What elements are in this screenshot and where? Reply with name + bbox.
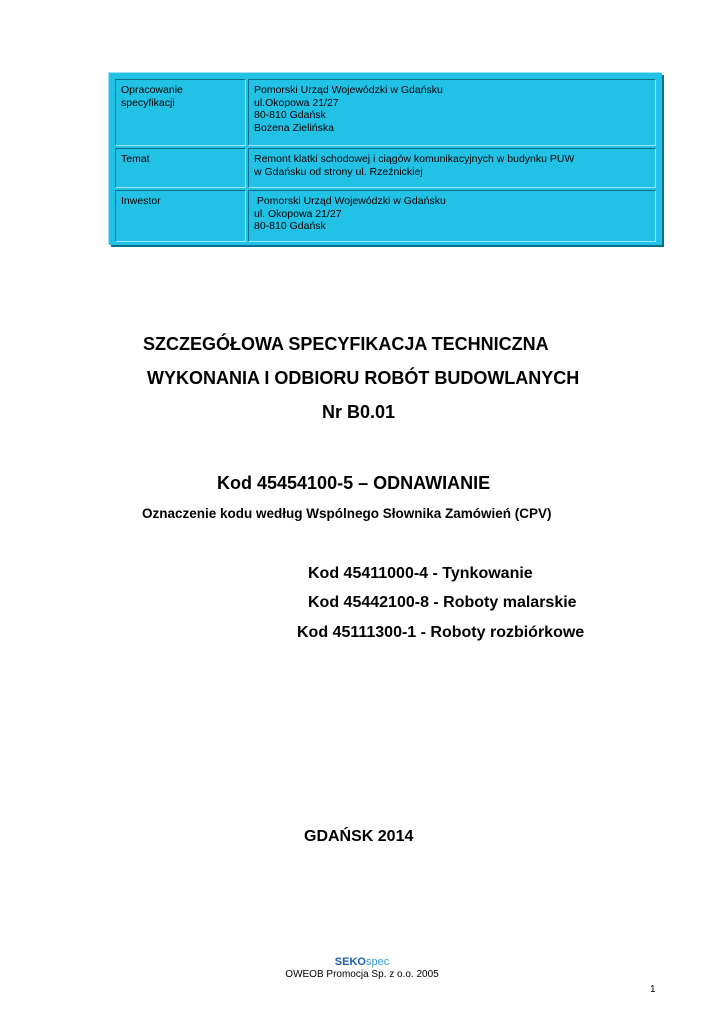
code-item: Kod 45411000-4 - Tynkowanie xyxy=(308,565,533,582)
table-value-cell xyxy=(248,148,656,188)
brand-logo xyxy=(0,956,724,968)
value-text: w Gdańsku od strony ul. Rzeźnickiej xyxy=(254,165,423,178)
table-row xyxy=(115,148,656,188)
document-title-line1: SZCZEGÓŁOWA SPECYFIKACJA TECHNICZNA xyxy=(143,334,549,354)
value-text: Remont klatki schodowej i ciągów komunikacyjnych w budynku PUW xyxy=(254,153,575,165)
label-text: Inwestor xyxy=(121,195,161,207)
main-code: Kod 45454100-5 – ODNAWIANIE xyxy=(217,473,491,493)
brand-part1: SEKO xyxy=(334,956,366,968)
table-row xyxy=(115,79,656,146)
code-item: Kod 45111300-1 - Roboty rozbiórkowe xyxy=(297,624,585,641)
table-value-cell xyxy=(248,79,656,146)
value-text: 80-810 Gdańsk xyxy=(254,220,326,232)
brand-part2: spec xyxy=(365,956,390,968)
value-text: ul.Okopowa 21/27 xyxy=(254,96,339,109)
document-title-line2: WYKONANIA I ODBIORU ROBÓT BUDOWLANYCH xyxy=(147,368,580,388)
value-text: Pomorski Urząd Wojewódzki w Gdańsku xyxy=(254,195,446,207)
table-value-cell xyxy=(248,190,656,242)
cpv-note: Oznaczenie kodu według Wspólnego Słownika Zamówień (CPV) xyxy=(142,506,552,521)
info-table-grid xyxy=(113,77,658,244)
value-text: 80-810 Gdańsk xyxy=(254,109,326,121)
value-text: ul. Okopowa 21/27 xyxy=(254,207,342,220)
table-label-cell xyxy=(115,190,246,242)
value-text: Pomorski Urząd Wojewódzki w Gdańsku xyxy=(254,84,443,96)
label-text: Temat xyxy=(121,153,150,165)
table-row xyxy=(115,190,656,242)
info-table xyxy=(109,73,662,245)
page-number: 1 xyxy=(650,984,656,995)
code-item: Kod 45442100-8 - Roboty malarskie xyxy=(308,594,577,611)
city-year: GDAŃSK 2014 xyxy=(304,828,414,845)
table-label-cell xyxy=(115,79,246,146)
label-text: Opracowanie xyxy=(121,84,183,96)
value-text: Bożena Zielińska xyxy=(254,121,334,134)
table-label-cell xyxy=(115,148,246,188)
document-number: Nr B0.01 xyxy=(322,402,396,422)
label-text: specyfikacji xyxy=(121,96,175,109)
footer-text: OWEOB Promocja Sp. z o.o. 2005 xyxy=(285,969,439,980)
